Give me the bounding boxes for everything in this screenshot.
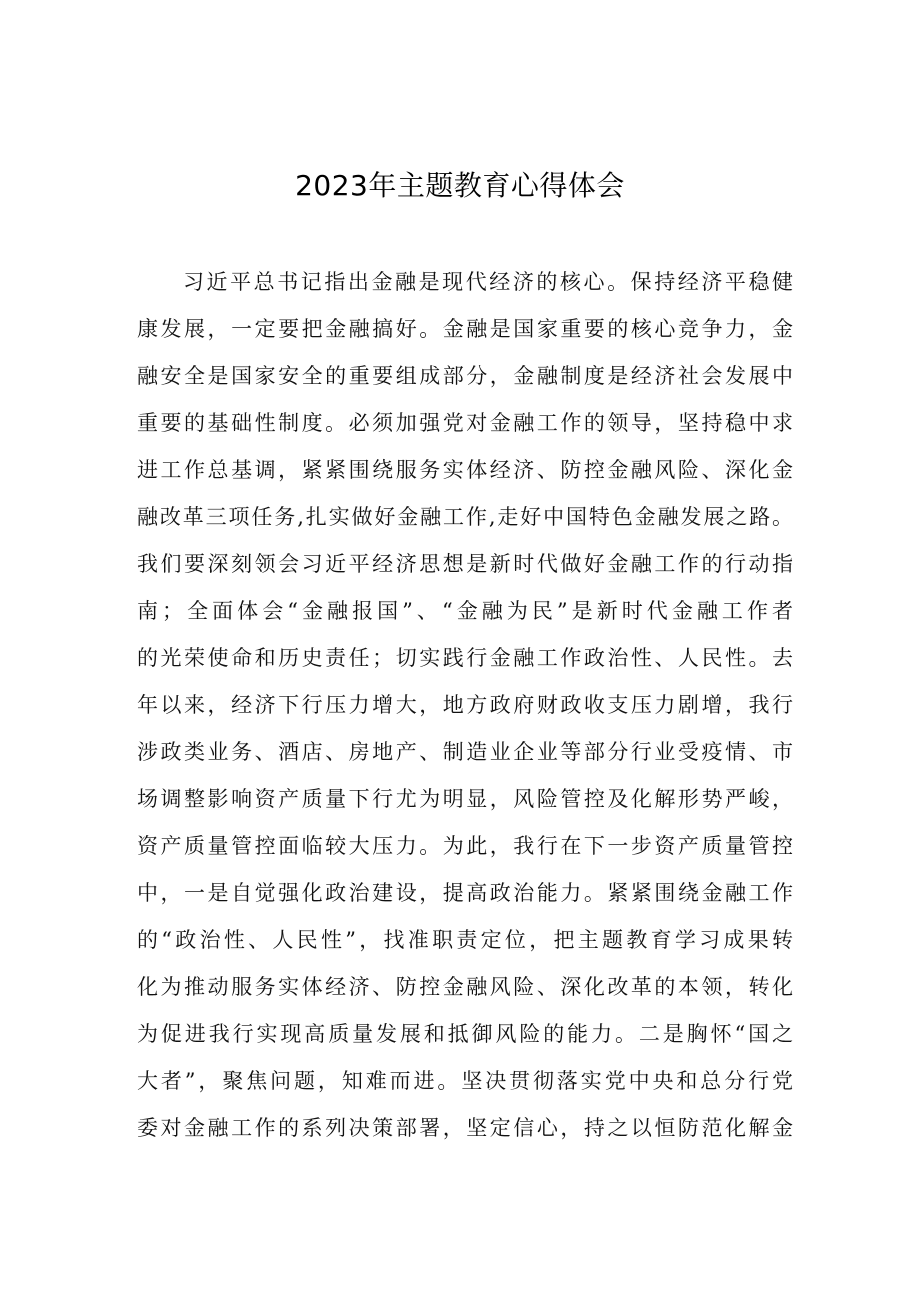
document-body [137,259,793,1152]
paragraph-line: 的光荣使命和历史责任；切实践行金融工作政治性、人民性。去 [137,646,793,670]
paragraph-line: 进工作总基调，紧紧围绕服务实体经济、防控金融风险、深化金 [137,458,793,482]
paragraph-line: 场调整影响资产质量下行尤为明显，风险管控及化解形势严峻， [137,787,793,811]
paragraph-line: 的“政治性、人民性”，找准职责定位，把主题教育学习成果转 [137,928,793,952]
paragraph-line: 融改革三项任务,扎实做好金融工作,走好中国特色金融发展之路。 [137,505,793,529]
paragraph-line: 为促进我行实现高质量发展和抵御风险的能力。二是胸怀“国之 [137,1022,793,1046]
paragraph-line: 习近平总书记指出金融是现代经济的核心。保持经济平稳健 [183,270,793,294]
document-title: 2023年主题教育心得体会 [295,169,625,202]
paragraph-line: 中，一是自觉强化政治建设，提高政治能力。紧紧围绕金融工作 [137,881,793,905]
paragraph-line: 我们要深刻领会习近平经济思想是新时代做好金融工作的行动指 [137,552,793,576]
paragraph-line: 年以来，经济下行压力增大，地方政府财政收支压力剧增，我行 [137,693,793,717]
paragraph-line: 涉政类业务、酒店、房地产、制造业企业等部分行业受疫情、市 [137,740,793,764]
paragraph-line: 大者”，聚焦问题，知难而进。坚决贯彻落实党中央和总分行党 [137,1069,793,1093]
paragraph-line: 化为推动服务实体经济、防控金融风险、深化改革的本领，转化 [137,975,793,999]
paragraph-line: 委对金融工作的系列决策部署，坚定信心，持之以恒防范化解金 [137,1116,793,1140]
paragraph-line: 重要的基础性制度。必须加强党对金融工作的领导，坚持稳中求 [137,411,793,435]
paragraph-line: 康发展，一定要把金融搞好。金融是国家重要的核心竞争力，金 [137,317,793,341]
paragraph-line: 资产质量管控面临较大压力。为此，我行在下一步资产质量管控 [137,834,793,858]
paragraph-line: 南；全面体会“金融报国”、“金融为民”是新时代金融工作者 [137,599,793,623]
paragraph-line: 融安全是国家安全的重要组成部分，金融制度是经济社会发展中 [137,364,793,388]
